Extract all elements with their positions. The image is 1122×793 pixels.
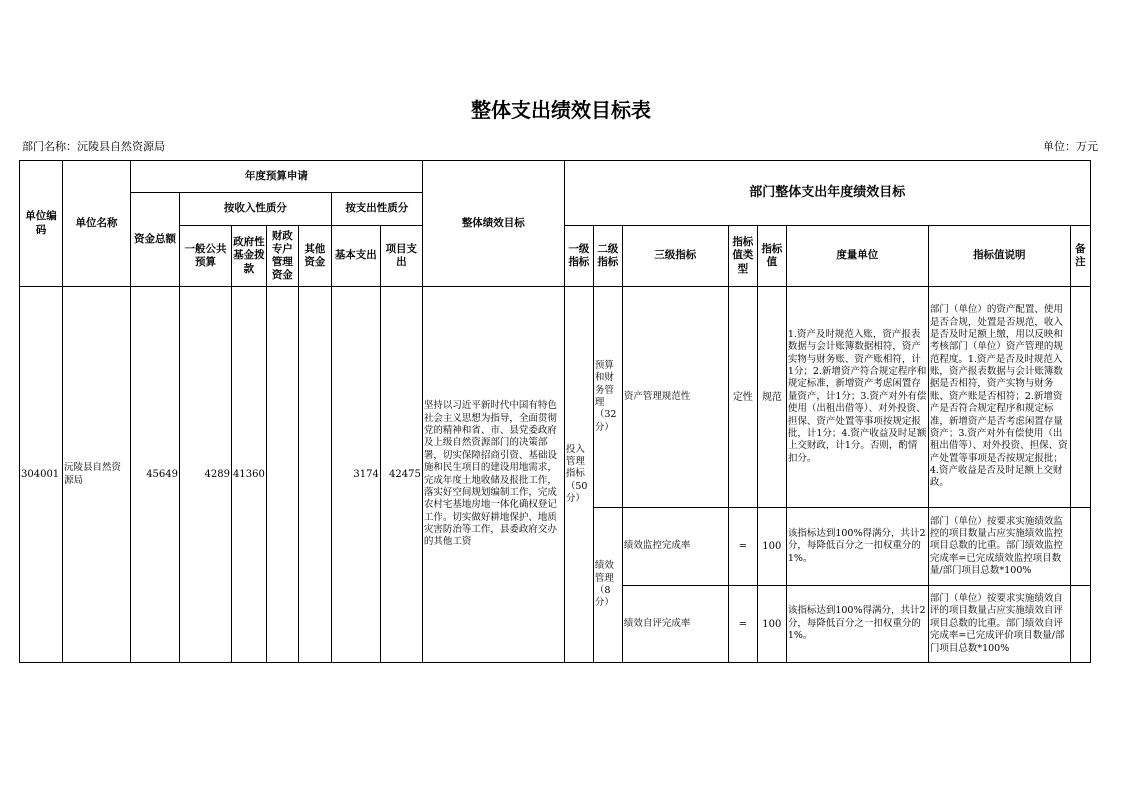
header-level2: 二级指标	[593, 226, 622, 287]
value-cell: 100	[757, 508, 786, 586]
value-type-cell: 定性	[728, 287, 757, 508]
remark-cell	[1070, 586, 1090, 663]
value-type-cell: =	[728, 586, 757, 663]
remark-cell	[1070, 508, 1090, 586]
header-by-expense: 按支出性质分	[331, 193, 422, 226]
gov-fund-cell: 41360	[232, 287, 267, 663]
explain-cell: 部门（单位）按要求实施绩效自评的项目数量占应实施绩效自评项目总数的比重。部门绩效自评完成率=已完成评价项目数量/部门项目总数*100%	[928, 586, 1070, 663]
header-overall-goal: 整体绩效目标	[422, 161, 564, 287]
overall-goal-cell: 坚持以习近平新时代中国有特色社会主义思想为指导，全面贯彻党的精神和省、市、县党委政府及上级自然资源部门的决策部署，切实保障招商引资、基础设施和民生项目的建设用地需求，完成年度土地收储及报批工作，落实好空间规划编制工作，完成农村宅基地房地一体化确权登记工作。切实做好耕地保护、地质灾害防治等工作，县委政府交办的其他工资	[422, 287, 564, 663]
level2-cell: 绩效管理（8分）	[593, 508, 622, 663]
header-unit-name: 单位名称	[63, 161, 131, 287]
header-gov-fund: 政府性基金拨款	[232, 226, 267, 287]
header-special-fund: 财政专户管理资金	[266, 226, 298, 287]
department-name: 部门名称：沅陵县自然资源局	[22, 140, 165, 153]
measure-cell: 该指标达到100%得满分，共计2分，每降低百分之一扣权重分的1%。	[786, 586, 928, 663]
header-level3: 三级指标	[622, 226, 728, 287]
unit-code-cell: 304001	[20, 287, 63, 663]
value-cell: 规范	[757, 287, 786, 508]
level3-cell: 绩效自评完成率	[622, 586, 728, 663]
project-expense-cell: 42475	[380, 287, 422, 663]
table-row	[20, 287, 1091, 508]
level3-cell: 资产管理规范性	[622, 287, 728, 508]
header-other-fund: 其他资金	[298, 226, 331, 287]
header-remark: 备注	[1070, 226, 1090, 287]
level2-cell: 预算和财务管理（32分）	[593, 287, 622, 508]
level1-cell: 投入管理指标（50分）	[564, 287, 593, 663]
level3-cell: 绩效监控完成率	[622, 508, 728, 586]
performance-table	[19, 160, 1091, 663]
basic-expense-cell: 3174	[331, 287, 380, 663]
remark-cell	[1070, 287, 1090, 508]
unit-name-cell: 沅陵县自然资源局	[63, 287, 131, 663]
header-basic-expense: 基本支出	[331, 226, 380, 287]
special-fund-cell	[266, 287, 298, 663]
header-general-budget: 一般公共预算	[180, 226, 232, 287]
measure-cell: 该指标达到100%得满分，共计2分，每降低百分之一扣权重分的1%。	[786, 508, 928, 586]
budget-total-cell: 45649	[131, 287, 180, 663]
header-value: 指标值	[757, 226, 786, 287]
currency-unit: 单位：万元	[1043, 140, 1098, 153]
general-budget-cell: 4289	[180, 287, 232, 663]
explain-cell: 部门（单位）的资产配置、使用是否合规，处置是否规范，收入是否及时足额上缴，用以反映和考核部门（单位）资产管理的规范程度。1.资产是否及时规范入账，资产报表数据与会计账簿数据是否相符，资产实物与财务账、资产账是否相符；2.新增资产是否符合规定程序和规定标准，新增资产是否考虑闲置存量资产；3.资产对外有偿使用（出租出借等）、对外投资、担保、资产处置等事项是否按规定报批；4.资产收益是否及时足额上交财政。	[928, 287, 1070, 508]
header-annual-budget: 年度预算申请	[131, 161, 423, 193]
header-value-type: 指标值类型	[728, 226, 757, 287]
header-measure: 度量单位	[786, 226, 928, 287]
header-dept-goal: 部门整体支出年度绩效目标	[564, 161, 1090, 226]
header-unit-code: 单位编码	[20, 161, 63, 287]
header-level1: 一级指标	[564, 226, 593, 287]
header-project-expense: 项目支出	[380, 226, 422, 287]
header-by-income: 按收入性质分	[180, 193, 332, 226]
header-budget-total: 资金总额	[131, 193, 180, 287]
page-title: 整体支出绩效目标表	[471, 98, 651, 122]
value-type-cell: =	[728, 508, 757, 586]
measure-cell: 1.资产及时规范入账，资产报表数据与会计账簿数据相符，资产实物与财务账、资产账相符，计1分；2.新增资产符合规定程序和规定标准，新增资产考虑闲置存量资产，计1分；3.资产对外有偿使用（出租出借等）、对外投资、担保、资产处置等事项按规定报批，计1分；4.资产收益及时足额上交财政，计1分。否则，酌情扣分。	[786, 287, 928, 508]
header-explain: 指标值说明	[928, 226, 1070, 287]
explain-cell: 部门（单位）按要求实施绩效监控的项目数量占应实施绩效监控项目总数的比重。部门绩效监控完成率=已完成绩效监控项目数量/部门项目总数*100%	[928, 508, 1070, 586]
other-fund-cell	[298, 287, 331, 663]
value-cell: 100	[757, 586, 786, 663]
